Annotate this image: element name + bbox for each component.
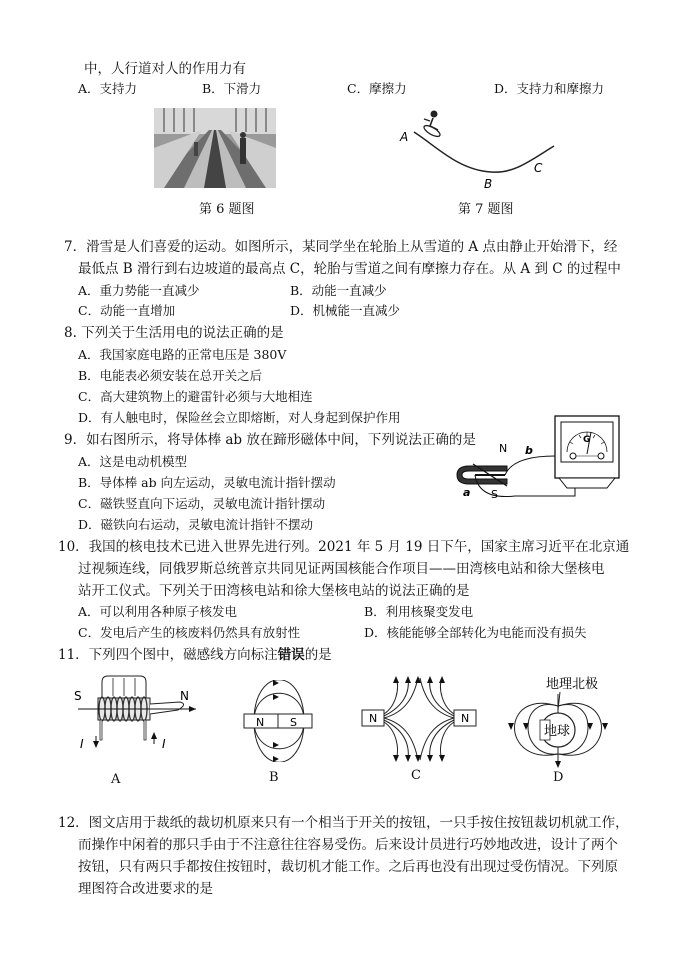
q10-option-b: B．利用核聚变发电 bbox=[364, 604, 474, 619]
q8-option-c: C．高大建筑物上的避雷针必须与大地相连 bbox=[78, 389, 313, 404]
q10-option-a: A．可以利用各种原子核发电 bbox=[78, 604, 238, 619]
galvanometer-figure bbox=[455, 412, 627, 504]
q12-line-2: 而操作中闲着的那只手由于不注意往往容易受伤。后来设计员进行巧妙地改进，设计了两个 bbox=[78, 837, 618, 853]
ski-slope-figure bbox=[396, 108, 556, 192]
fig11d-label-north-pole: 地理北极 bbox=[546, 677, 599, 692]
escalator-photo bbox=[154, 108, 276, 188]
q7-line-2: 最低点 B 滑行到右边坡道的最高点 C，轮胎与雪道之间有摩擦力存在。从 A 到 C 的过程中 bbox=[78, 261, 621, 277]
q11-stem-before: 11．下列四个图中，磁感线方向标注 bbox=[58, 647, 278, 663]
q6-option-c: C．摩擦力 bbox=[347, 81, 407, 96]
q11-stem bbox=[58, 646, 332, 664]
fig11c-two-n-poles bbox=[356, 676, 482, 762]
q10-option-d: D．核能能够全部转化为电能而没有损失 bbox=[364, 625, 587, 640]
q7-option-c: C．动能一直增加 bbox=[78, 303, 176, 318]
fig11a-label-i-right: I bbox=[162, 737, 166, 751]
fig11a-label-n: N bbox=[180, 689, 189, 703]
fig11b-caption: B bbox=[269, 770, 279, 785]
q8-option-a: A．我国家庭电路的正常电压是 380V bbox=[78, 347, 287, 362]
fig11d-label-earth: 地球 bbox=[544, 724, 571, 739]
q9-option-d: D．磁铁向右运动，灵敏电流计指针不摆动 bbox=[78, 517, 314, 532]
fig11a-label-i-left: I bbox=[80, 737, 84, 751]
fig11a-caption: A bbox=[111, 772, 121, 787]
fig11a-solenoid bbox=[68, 674, 208, 770]
q9-option-a: A．这是电动机模型 bbox=[78, 454, 188, 469]
q9-option-b: B．导体棒 ab 向左运动，灵敏电流计指针摆动 bbox=[78, 475, 336, 490]
q11-stem-after: 的是 bbox=[304, 647, 332, 663]
fig11a-label-s: S bbox=[74, 689, 82, 703]
fig7-label-c: C bbox=[534, 161, 543, 175]
q8-option-d: D．有人触电时，保险丝会立即熔断，对人身起到保护作用 bbox=[78, 410, 401, 425]
q12-line-4: 理图符合改进要求的是 bbox=[78, 881, 213, 897]
q6-option-a: A．支持力 bbox=[78, 81, 138, 96]
fig9-label-s: S bbox=[491, 488, 498, 501]
q10-option-c: C．发电后产生的核废料仍然具有放射性 bbox=[78, 625, 301, 640]
q6-option-b: B．下滑力 bbox=[202, 81, 262, 96]
q10-line-1: 10．我国的核电技术已进入世界先进行列。2021 年 5 月 19 日下午，国家主席习近平在北京通 bbox=[58, 539, 630, 555]
q12-line-3: 按钮，只有两只手都按住按钮时，裁切机才能工作。之后再也没有出现过受伤情况。下列原 bbox=[78, 859, 618, 875]
q12-line-1: 12．图文店用于裁纸的裁切机原来只有一个相当于开关的按钮，一只手按住按钮裁切机就工作， bbox=[58, 815, 629, 831]
fig11b-label-n: N bbox=[256, 716, 265, 729]
fig6-caption: 第 6 题图 bbox=[199, 202, 255, 217]
q11-stem-bold: 错误 bbox=[277, 647, 305, 663]
fig11d-caption: D bbox=[553, 770, 564, 785]
q7-option-d: D．机械能一直减少 bbox=[290, 303, 401, 318]
q7-option-a: A．重力势能一直减少 bbox=[78, 283, 200, 298]
q6-stem: 中，人行道对人的作用力有 bbox=[84, 61, 246, 77]
q7-line-1: 7．滑雪是人们喜爱的运动。如图所示，某同学坐在轮胎上从雪道的 A 点由静止开始滑下，经 bbox=[64, 239, 618, 255]
q7-option-b: B．动能一直减少 bbox=[290, 283, 387, 298]
fig11b-label-s: S bbox=[290, 716, 297, 729]
fig9-label-n: N bbox=[499, 442, 508, 455]
fig11d-earth-field bbox=[508, 674, 618, 770]
fig11b-bar-magnet bbox=[224, 680, 332, 762]
fig9-label-b: b bbox=[525, 444, 533, 457]
fig9-label-g: G bbox=[583, 435, 591, 445]
q6-option-d: D．支持力和摩擦力 bbox=[494, 81, 605, 96]
fig11c-label-n-left: N bbox=[369, 712, 378, 725]
fig11c-caption: C bbox=[411, 768, 421, 783]
fig7-label-a: A bbox=[400, 130, 409, 144]
q9-option-c: C．磁铁竖直向下运动，灵敏电流计指针摆动 bbox=[78, 496, 326, 511]
q9-stem: 9．如右图所示，将导体棒 ab 放在蹄形磁体中间，下列说法正确的是 bbox=[64, 432, 476, 448]
fig11c-label-n-right: N bbox=[461, 712, 470, 725]
q10-line-3: 站开工仪式。下列关于田湾核电站和徐大堡核电站的说法正确的是 bbox=[78, 583, 470, 599]
fig9-label-a: a bbox=[463, 486, 471, 499]
q10-line-2: 过视频连线，同俄罗斯总统普京共同见证两国核能合作项目——田湾核电站和徐大堡核电 bbox=[78, 561, 605, 577]
fig7-caption: 第 7 题图 bbox=[458, 202, 514, 217]
fig7-label-b: B bbox=[484, 177, 493, 191]
q8-stem: 8. 下列关于生活用电的说法正确的是 bbox=[64, 325, 284, 341]
q8-option-b: B．电能表必须安装在总开关之后 bbox=[78, 368, 263, 383]
